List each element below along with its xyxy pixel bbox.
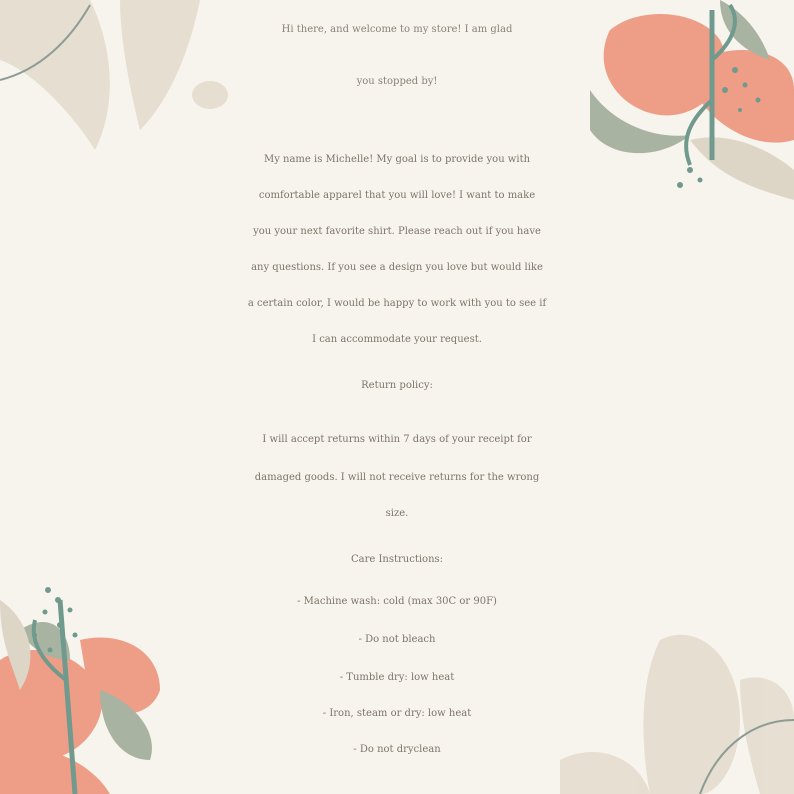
intro-line: you your next favorite shirt. Please reach out if you have [253, 226, 541, 237]
greeting-line: Hi there, and welcome to my store! I am glad [281, 24, 513, 35]
care-instructions-heading: Care Instructions: [350, 554, 444, 565]
intro-line: a certain color, I would be happy to work with you to see if [247, 298, 547, 309]
intro-line: any questions. If you see a design you love but would like [251, 262, 543, 273]
return-policy-heading: Return policy: [361, 380, 433, 391]
care-item: - Tumble dry: low heat [339, 672, 455, 683]
care-item: - Iron, steam or dry: low heat [322, 708, 472, 719]
greeting-line: you stopped by! [356, 76, 438, 87]
return-policy-line: I will accept returns within 7 days of your receipt for [262, 434, 532, 445]
care-item: - Do not dryclean [353, 744, 441, 755]
intro-line: comfortable apparel that you will love! I want to make [258, 190, 536, 201]
care-item: - Do not bleach [358, 634, 436, 645]
return-policy-line: size. [385, 508, 409, 519]
care-item: - Machine wash: cold (max 30C or 90F) [297, 596, 497, 607]
intro-line: My name is Michelle! My goal is to provide you with [263, 154, 531, 165]
intro-line: I can accommodate your request. [312, 334, 482, 345]
return-policy-line: damaged goods. I will not receive returns for the wrong [254, 472, 540, 483]
